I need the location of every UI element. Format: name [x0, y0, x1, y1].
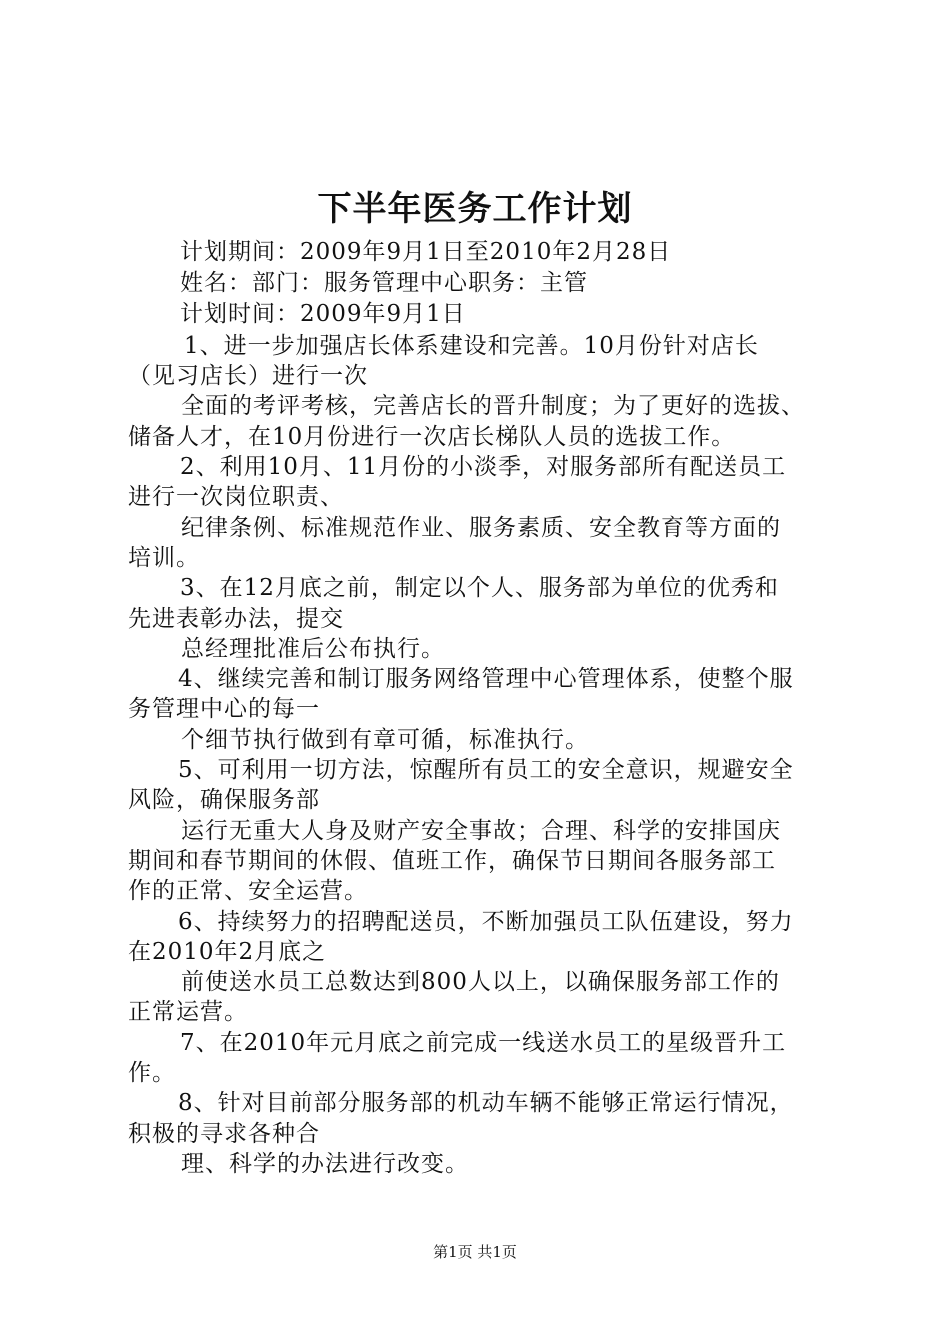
text-line: 储备人才，在10月份进行一次店长梯队人员的选拔工作。: [128, 424, 736, 450]
text-line: 理、科学的办法进行改变。: [181, 1151, 469, 1177]
text-line: 务管理中心的每一: [128, 696, 320, 722]
text-line: 先进表彰办法，提交: [128, 606, 344, 632]
text-line: 风险，确保服务部: [128, 787, 320, 813]
text-line: 计划时间：2009年9月1日: [180, 301, 466, 327]
text-line: 5、可利用一切方法，惊醒所有员工的安全意识，规避安全: [178, 757, 794, 783]
document-title: 下半年医务工作计划: [317, 189, 633, 229]
text-line: 作。: [128, 1060, 176, 1086]
text-line: 前使送水员工总数达到800人以上，以确保服务部工作的: [181, 969, 780, 995]
text-line: 8、针对目前部分服务部的机动车辆不能够正常运行情况，: [178, 1090, 794, 1116]
text-line: 个细节执行做到有章可循，标准执行。: [181, 727, 589, 753]
text-line: 全面的考评考核，完善店长的晋升制度；为了更好的选拔、: [181, 393, 805, 419]
text-line: 4、继续完善和制订服务网络管理中心管理体系，使整个服: [178, 666, 794, 692]
text-line: 6、持续努力的招聘配送员，不断加强员工队伍建设，努力: [178, 909, 794, 935]
text-line: 运行无重大人身及财产安全事故；合理、科学的安排国庆: [181, 818, 781, 844]
text-line: 作的正常、安全运营。: [128, 878, 368, 904]
text-line: 1、进一步加强店长体系建设和完善。10月份针对店长: [184, 333, 759, 359]
text-line: 3、在12月底之前，制定以个人、服务部为单位的优秀和: [180, 575, 779, 601]
text-line: 2、利用10月、11月份的小淡季，对服务部所有配送员工: [180, 454, 787, 480]
text-line: 7、在2010年元月底之前完成一线送水员工的星级晋升工: [180, 1030, 787, 1056]
text-line: 培训。: [128, 545, 200, 571]
text-line: 积极的寻求各种合: [128, 1121, 320, 1147]
text-line: （见习店长）进行一次: [128, 363, 368, 389]
text-line: 计划期间：2009年9月1日至2010年2月28日: [180, 239, 672, 265]
text-line: 姓名：部门：服务管理中心职务：主管: [180, 270, 588, 296]
text-line: 纪律条例、标准规范作业、服务素质、安全教育等方面的: [181, 515, 781, 541]
text-line: 期间和春节期间的休假、值班工作，确保节日期间各服务部工: [128, 848, 776, 874]
text-line: 总经理批准后公布执行。: [181, 636, 445, 662]
text-line: 在2010年2月底之: [128, 939, 327, 965]
text-line: 进行一次岗位职责、: [128, 484, 344, 510]
text-line: 正常运营。: [128, 999, 248, 1025]
page-number-footer: 第1页 共1页: [433, 1243, 517, 1261]
